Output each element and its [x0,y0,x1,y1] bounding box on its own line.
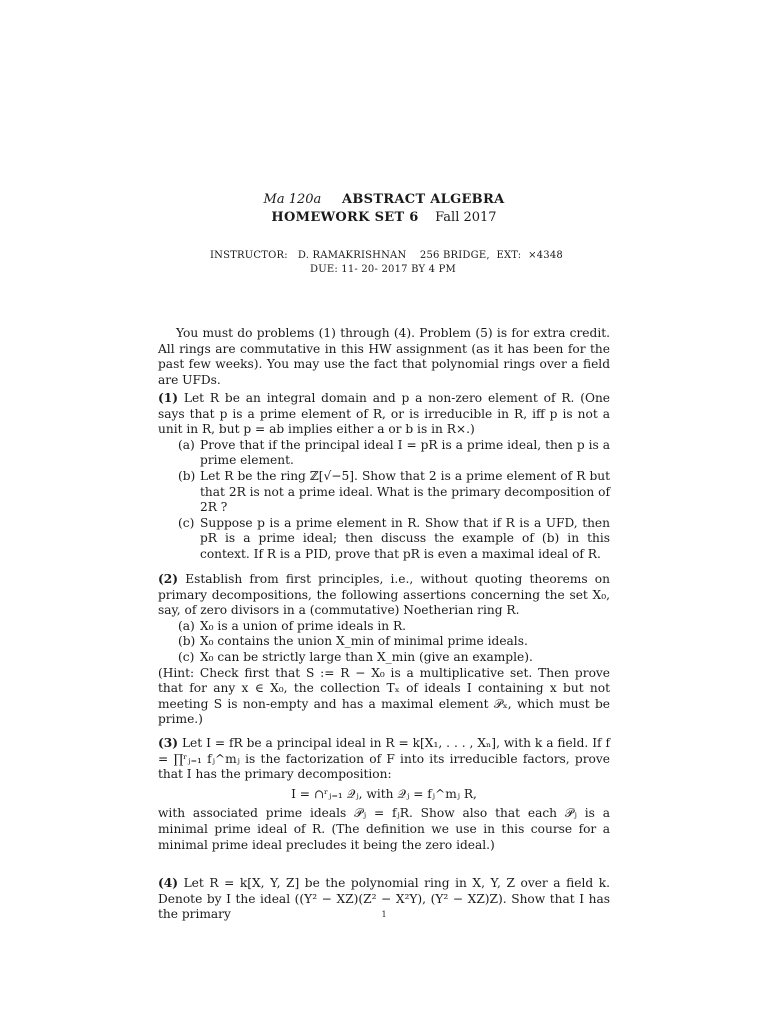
problem-3 [158,736,610,853]
problem-1-text: Let R be an integral domain and p a non-zero element of R. (One says that p is a prime element of R, or is irreducible in R, iff p is not a unit in R, but p = ab implies either a or b is in R×.) [158,391,611,437]
problem-2b: (b) X₀ contains the union X_min of minimal prime ideals. [178,634,610,650]
problem-2c: (c) X₀ can be strictly large than X_min (give an example). [178,650,610,666]
problem-3-formula: I = ∩ʳⱼ₌₁ 𝒬ⱼ, with 𝒬ⱼ = fⱼ^mⱼ R, [291,786,477,801]
course-code: Ma 120a [263,192,322,207]
problem-1b-text: Let R be the ring ℤ[√−5]. Show that 2 is a prime element of R but that 2R is not a prime ideal. What is the primary decomposition of 2R ? [200,468,610,515]
header-line-1 [0,192,768,207]
problem-3-text: Let I = fR be a principal ideal in R = k[X₁, . . . , Xₙ], with k a field. If f = ∏ʳⱼ₌₁ fⱼ^mⱼ is the factorization of F into its irreducible factors, prove that I has the primary decomposition: [158,736,610,782]
intro-text: You must do problems (1) through (4). Problem (5) is for extra credit. All rings are commutative in this HW assignment (as it has been for the past few weeks). You may use the fact that polynomial rings over a field are UFDs. [158,326,610,387]
problem-4-text: Let R = k[X, Y, Z] be the polynomial ring in X, Y, Z over a field k. Denote by I the ideal ((Y² − XZ)(Z² − X²Y), (Y² − XZ)Z). Show that I has the primary [158,876,610,922]
problem-3-number: (3) [158,736,179,750]
instructor-line: INSTRUCTOR: D. RAMAKRISHNAN 256 BRIDGE, EXT: ×4348 [210,250,563,261]
problem-3-after: with associated prime ideals 𝒫ⱼ = fⱼR. Show also that each 𝒫ⱼ is a minimal prime ideal of R. (The definition we use in this course for a minimal prime ideal precludes it being the zero ideal.) [158,806,610,852]
course-title: ABSTRACT ALGEBRA [341,192,505,207]
due-line: DUE: 11- 20- 2017 BY 4 PM [310,264,456,275]
problem-4-number: (4) [158,876,179,890]
problem-2-text: Establish from first principles, i.e., without quoting theorems on primary decompositions, the following assertions concerning the set X₀, say, of zero divisors in a (commutative) Noetherian ring R. [158,572,610,618]
page-number: 1 [381,910,387,919]
problem-2-number: (2) [158,572,179,586]
problem-1a-text: Prove that if the principal ideal I = pR is a prime ideal, then p is a prime element. [200,437,610,468]
problem-2a: (a) X₀ is a union of prime ideals in R. [178,619,610,635]
header-line-2 [0,210,768,225]
intro-paragraph [158,326,610,388]
problem-2b-text: X₀ contains the union X_min of minimal prime ideals. [200,634,528,649]
problem-1 [158,391,610,563]
problem-2-hint: (Hint: Check first that S := R − X₀ is a multiplicative set. Then prove that for any x ∈ X₀, the collection Tₓ of ideals I containing x but not meeting S is non-empty and has a maximal element 𝒫ₓ, which must be prime.) [158,665,610,727]
problem-2c-text: X₀ can be strictly large than X_min (give an example). [200,649,533,664]
problem-1c-text: Suppose p is a prime element in R. Show that if R is a UFD, then pR is a prime ideal; then discuss the example of (b) in this context. If R is a PID, prove that pR is even a maximal ideal of R. [200,515,610,561]
homework-set: HOMEWORK SET 6 [271,210,419,225]
problem-1a: (a) Prove that if the principal ideal I = pR is a prime ideal, then p is a prime element. [178,437,610,468]
problem-1c: (c) Suppose p is a prime element in R. Show that if R is a UFD, then pR is a prime ideal; then discuss the example of (b) in this context. If R is a PID, prove that pR is even a maximal ideal of R. [178,515,610,561]
problem-1-number: (1) [158,391,179,405]
problem-1b: (b) Let R be the ring ℤ[√−5]. Show that 2 is a prime element of R but that 2R is not a prime ideal. What is the primary decomposition of 2R ? [178,468,610,515]
problem-2a-text: X₀ is a union of prime ideals in R. [200,618,407,633]
problem-2 [158,572,610,728]
term: Fall 2017 [435,210,497,225]
